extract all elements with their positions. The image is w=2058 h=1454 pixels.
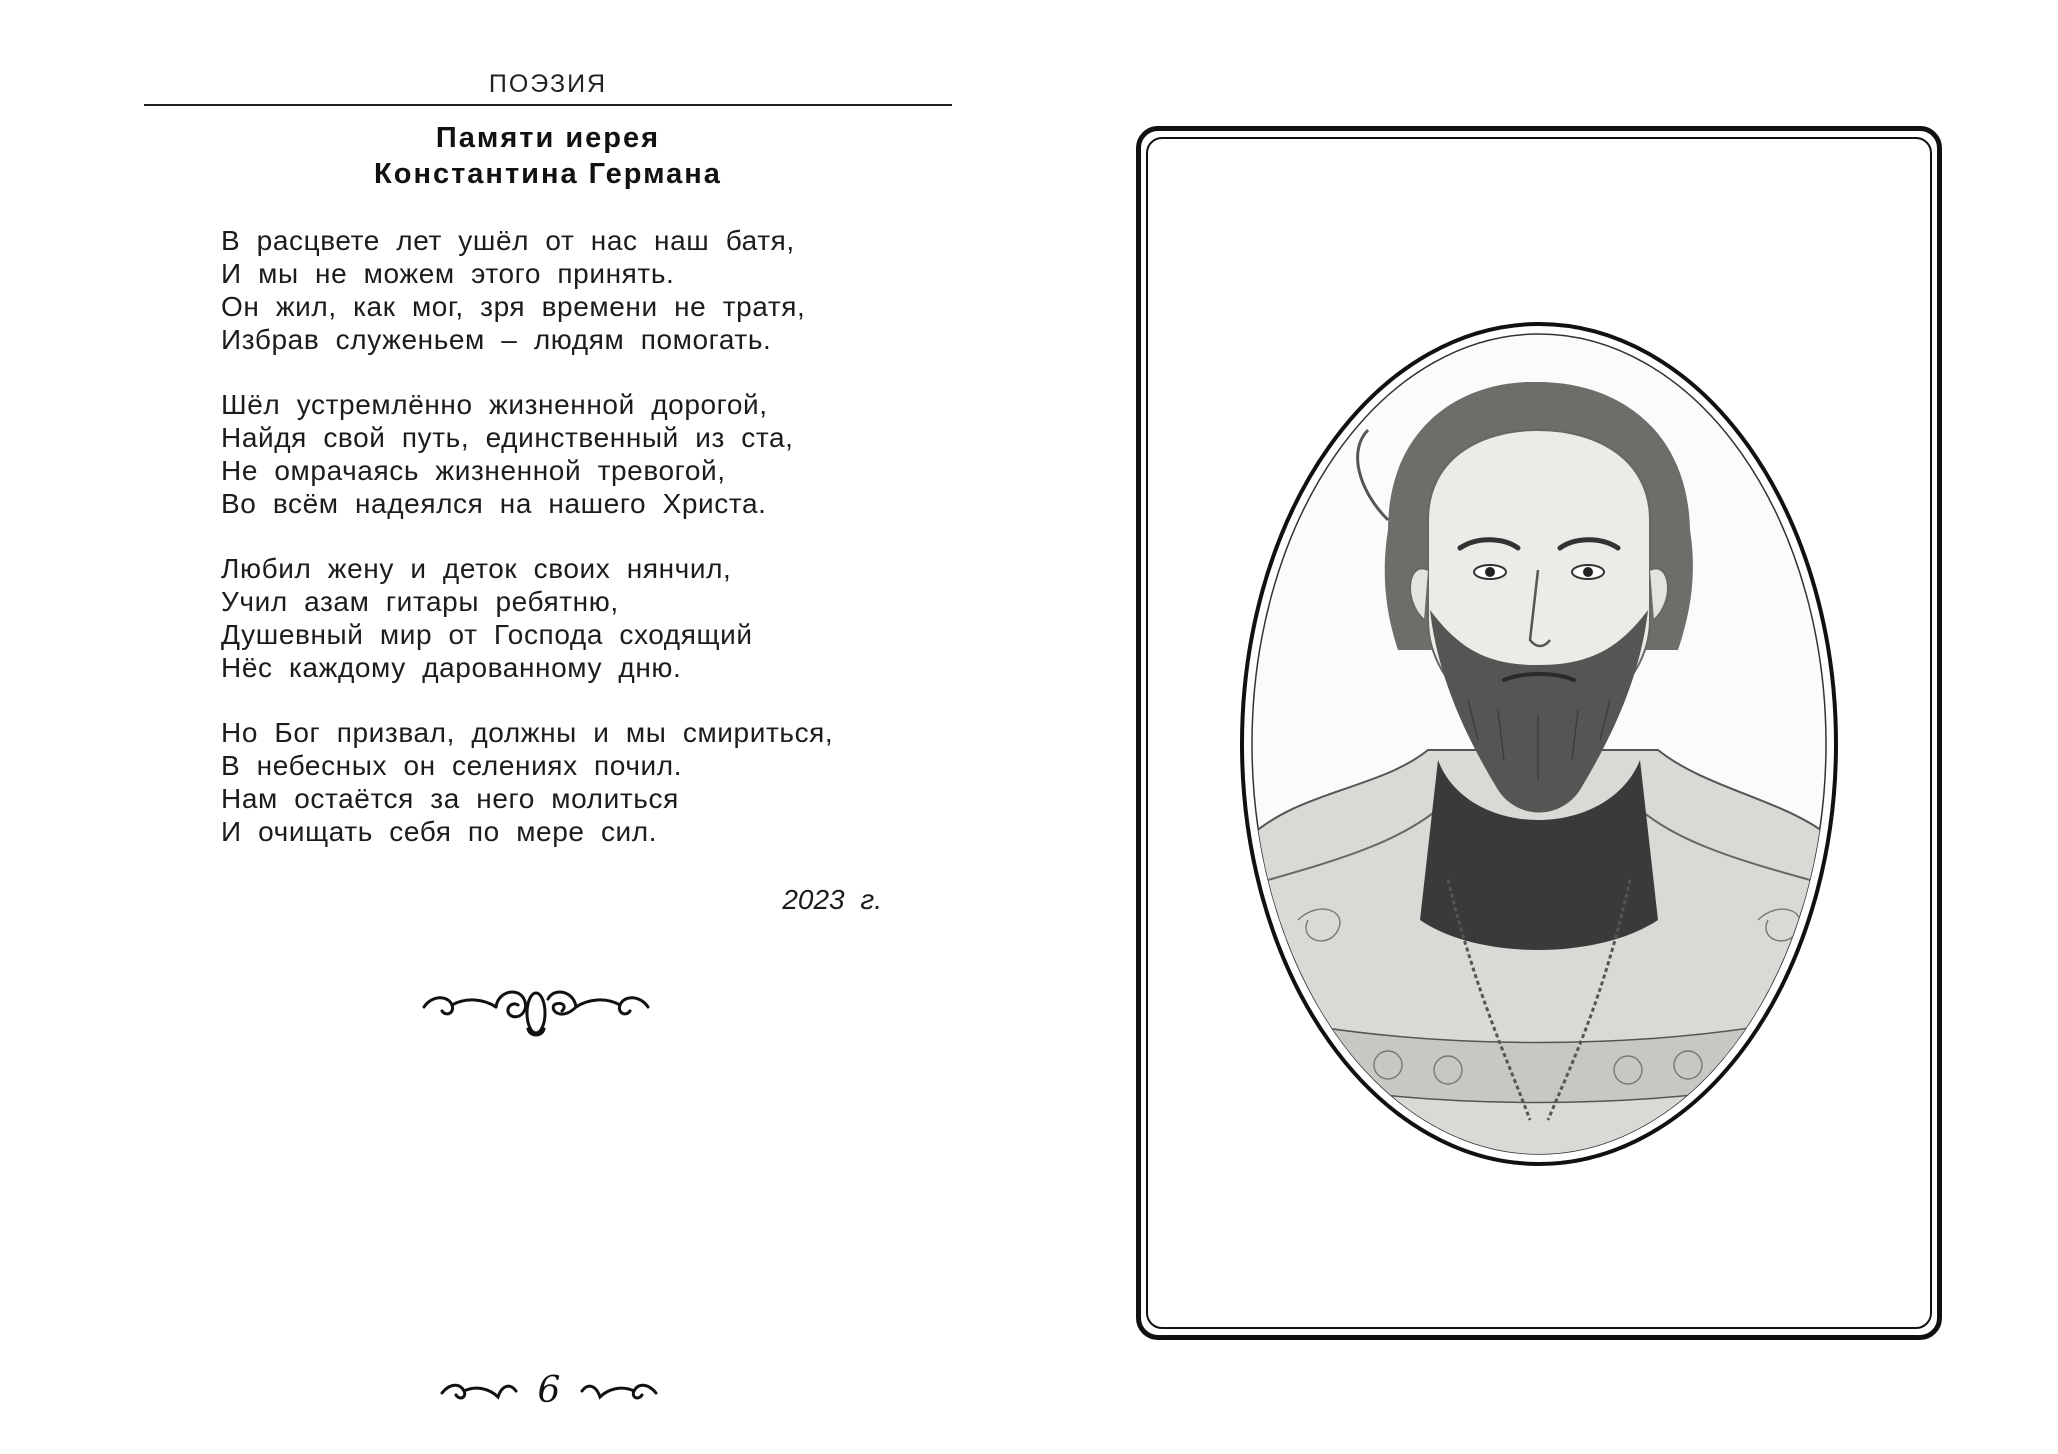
stanza-3 [221, 552, 941, 684]
flourish-ornament-icon [418, 975, 654, 1039]
stanza-2 [221, 388, 941, 520]
stanza-4 [221, 716, 941, 848]
verse-line: Избрав служеньем – людям помогать. [221, 324, 772, 355]
poem-title-line-1: Памяти иерея [435, 122, 661, 154]
priest-portrait-illustration [1238, 320, 1840, 1168]
poem-title [144, 120, 952, 192]
verse-line: Найдя свой путь, единственный из ста, [221, 422, 794, 453]
verse-line: Шёл устремлённо жизненной дорогой, [221, 389, 768, 420]
page-number: 6 [537, 1370, 561, 1411]
verse-line: Не омрачаясь жизненной тревогой, [221, 455, 726, 486]
running-head: ПОЭЗИЯ [488, 70, 608, 98]
poem-title-line-2: Константина Германа [374, 158, 722, 190]
verse-line: И мы не можем этого принять. [221, 258, 675, 289]
verse-line: Во всём надеялся на нашего Христа. [221, 488, 767, 519]
right-page [1029, 0, 2058, 1454]
verse-line: В небесных он селениях почил. [221, 750, 683, 781]
verse-line: Нам остаётся за него молиться [221, 783, 679, 814]
poem-date: 2023 г. [782, 884, 882, 915]
verse-line: В расцвете лет ушёл от нас наш батя, [221, 225, 795, 256]
poem-body [221, 224, 941, 880]
verse-line: И очищать себя по мере сил. [221, 816, 658, 847]
verse-line: Душевный мир от Господа сходящий [221, 619, 753, 650]
verse-line: Любил жену и деток своих нянчил, [221, 553, 732, 584]
verse-line: Он жил, как мог, зря времени не тратя, [221, 291, 806, 322]
verse-line: Учил азам гитары ребятню, [221, 586, 619, 617]
verse-line: Нёс каждому дарованному дню. [221, 652, 682, 683]
verse-line: Но Бог призвал, должны и мы смириться, [221, 717, 834, 748]
header-rule [144, 104, 952, 106]
stanza-1 [221, 224, 941, 356]
